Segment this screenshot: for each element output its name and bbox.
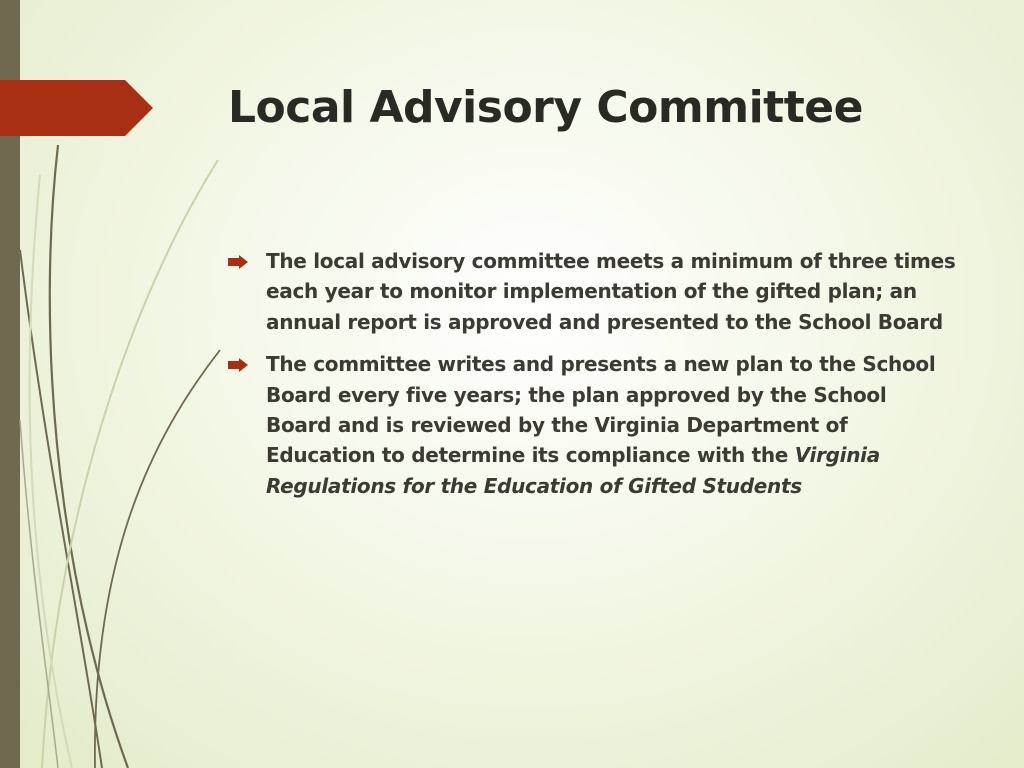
bullet-text: The committee writes and presents a new plan to the School Board every five years; the plan approved by the School Board and is reviewed by the Virginia Department of Education to determine its compliance with the — [266, 352, 936, 468]
regulations-title-italic: Virginia Regulations for the Education of Gifted Students — [266, 443, 880, 498]
bullet-item — [228, 349, 958, 501]
arrow-right-icon — [228, 358, 248, 372]
bullet-item — [228, 246, 958, 337]
title-arrow-marker — [0, 80, 153, 136]
arrow-right-icon — [228, 255, 248, 269]
bullet-text: The local advisory committee meets a minimum of three times each year to monitor implementation of the gifted plan; an annual report is approved and presented to the School Board — [266, 249, 956, 334]
slide-content — [228, 246, 958, 513]
slide-title: Local Advisory Committee — [228, 82, 863, 133]
